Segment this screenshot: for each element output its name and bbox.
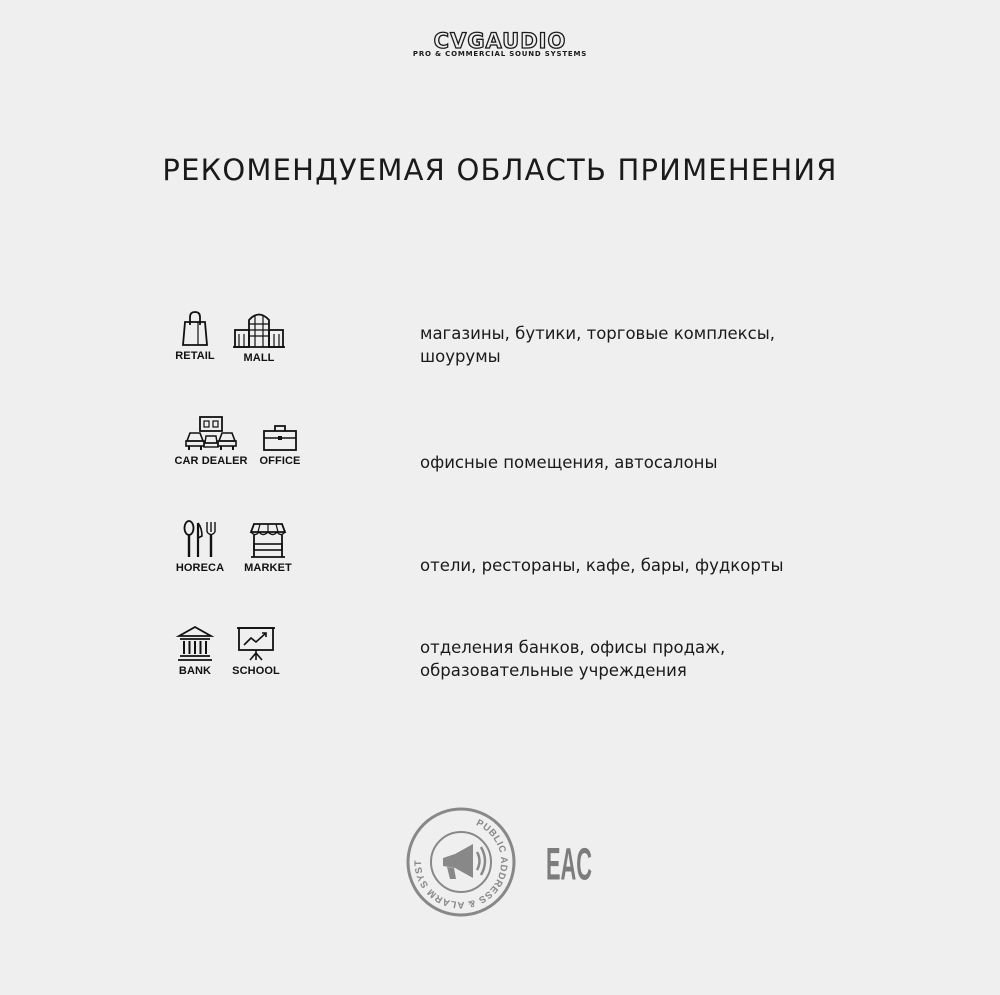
application-icon-car-dealer	[172, 415, 250, 467]
application-icon-office	[256, 415, 304, 467]
application-icon-market	[240, 520, 296, 574]
briefcase-icon	[262, 415, 298, 451]
cutlery-icon	[182, 520, 218, 558]
application-description-retail: магазины, бутики, торговые комплексы, шоурумы	[420, 324, 775, 366]
icon-label-school: SCHOOL	[232, 665, 280, 677]
application-description-office: офисные помещения, автосалоны	[420, 453, 718, 472]
brand-logo	[0, 30, 1000, 58]
eac-mark-icon	[545, 839, 593, 890]
application-icon-bank	[172, 625, 218, 677]
icon-label-bank: BANK	[178, 665, 212, 677]
icon-label-car-dealer: CAR DEALER	[174, 455, 248, 467]
icon-label-horeca: HORECA	[175, 562, 225, 574]
presentation-board-icon	[236, 625, 276, 661]
icon-label-mall: MALL	[243, 352, 275, 364]
public-address-badge	[405, 806, 517, 923]
application-description-bank: отделения банков, офисы продаж, образовательные учреждения	[420, 638, 726, 680]
shopping-bag-icon	[178, 310, 212, 346]
megaphone-seal-icon	[405, 806, 517, 918]
market-stall-icon	[250, 520, 286, 558]
application-icon-mall	[230, 310, 288, 364]
icon-label-office: OFFICE	[259, 455, 301, 467]
brand-logo-mark: CVGAUDIO	[433, 29, 567, 53]
application-icon-school	[228, 625, 284, 677]
application-icon-retail	[170, 310, 220, 362]
application-icon-horeca	[172, 520, 228, 574]
mall-building-icon	[233, 310, 285, 348]
application-description-horeca: отели, рестораны, кафе, бары, фудкорты	[420, 556, 784, 575]
icon-label-retail: RETAIL	[175, 350, 215, 362]
eac-certification-mark	[545, 841, 593, 892]
page-title: РЕКОМЕНДУЕМАЯ ОБЛАСТЬ ПРИМЕНЕНИЯ	[162, 153, 838, 187]
eac-text: EAC	[546, 839, 592, 890]
bank-building-icon	[177, 625, 213, 661]
icon-label-market: MARKET	[244, 562, 292, 574]
car-dealer-icon	[184, 415, 238, 451]
badge-ring-text: PUBLIC ADDRESS & ALARM SYST	[412, 817, 510, 911]
brand-tagline: PRO & COMMERCIAL SOUND SYSTEMS	[412, 50, 588, 58]
